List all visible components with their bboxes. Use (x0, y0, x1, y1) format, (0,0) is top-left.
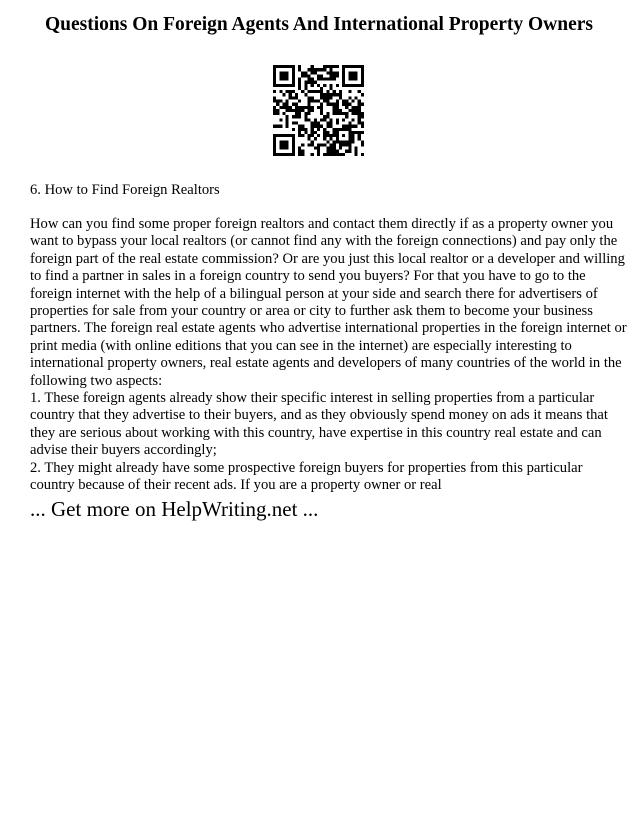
body-line: print media (with online editions that you can see in the internet) are especially interesting to (30, 337, 572, 354)
get-more-link[interactable]: ... Get more on HelpWriting.net ... (30, 497, 319, 521)
body-line: they are serious about working with this country, have expertise in this country real estate and can (30, 424, 602, 441)
body-line: foreign part of the real estate commission? Or are you just this local realtor or a developer and willing (30, 250, 625, 267)
section-heading: 6. How to Find Foreign Realtors (30, 182, 220, 198)
body-line: partners. The foreign real estate agents who advertise international properties in the foreign internet or (30, 320, 627, 337)
body-line: properties for sale from your country or area or city to further ask them to become your business (30, 303, 593, 320)
body-line: want to bypass your local realtors (or cannot find any with the foreign connections) and pay only the (30, 233, 618, 250)
body-line: country that they advertise to their buyers, and as they obviously spend money on ads it means that (30, 407, 608, 424)
body-line: to find a partner in sales in a foreign country to send you buyers? For that you have to go to the (30, 268, 586, 285)
body-line: 1. These foreign agents already show their specific interest in selling properties from a particular (30, 390, 595, 407)
qr-code-icon (273, 65, 364, 156)
body-line: How can you find some proper foreign realtors and contact them directly if as a property owner you (30, 216, 614, 232)
body-line: 2. They might already have some prospective foreign buyers for properties from this particular (30, 459, 583, 476)
page-title: Questions On Foreign Agents And International Property Owners (44, 14, 594, 35)
body-line: country because of their recent ads. If you are a property owner or real (30, 477, 442, 494)
body-line: following two aspects: (30, 372, 163, 389)
body-line: foreign internet with the help of a bilingual person at your side and search there for advertisers of (30, 285, 598, 302)
body-line: advise their buyers accordingly; (30, 442, 217, 459)
body-line: international property owners, real estate agents and developers of many countries of the world in the (30, 355, 622, 372)
article-body (30, 216, 627, 495)
